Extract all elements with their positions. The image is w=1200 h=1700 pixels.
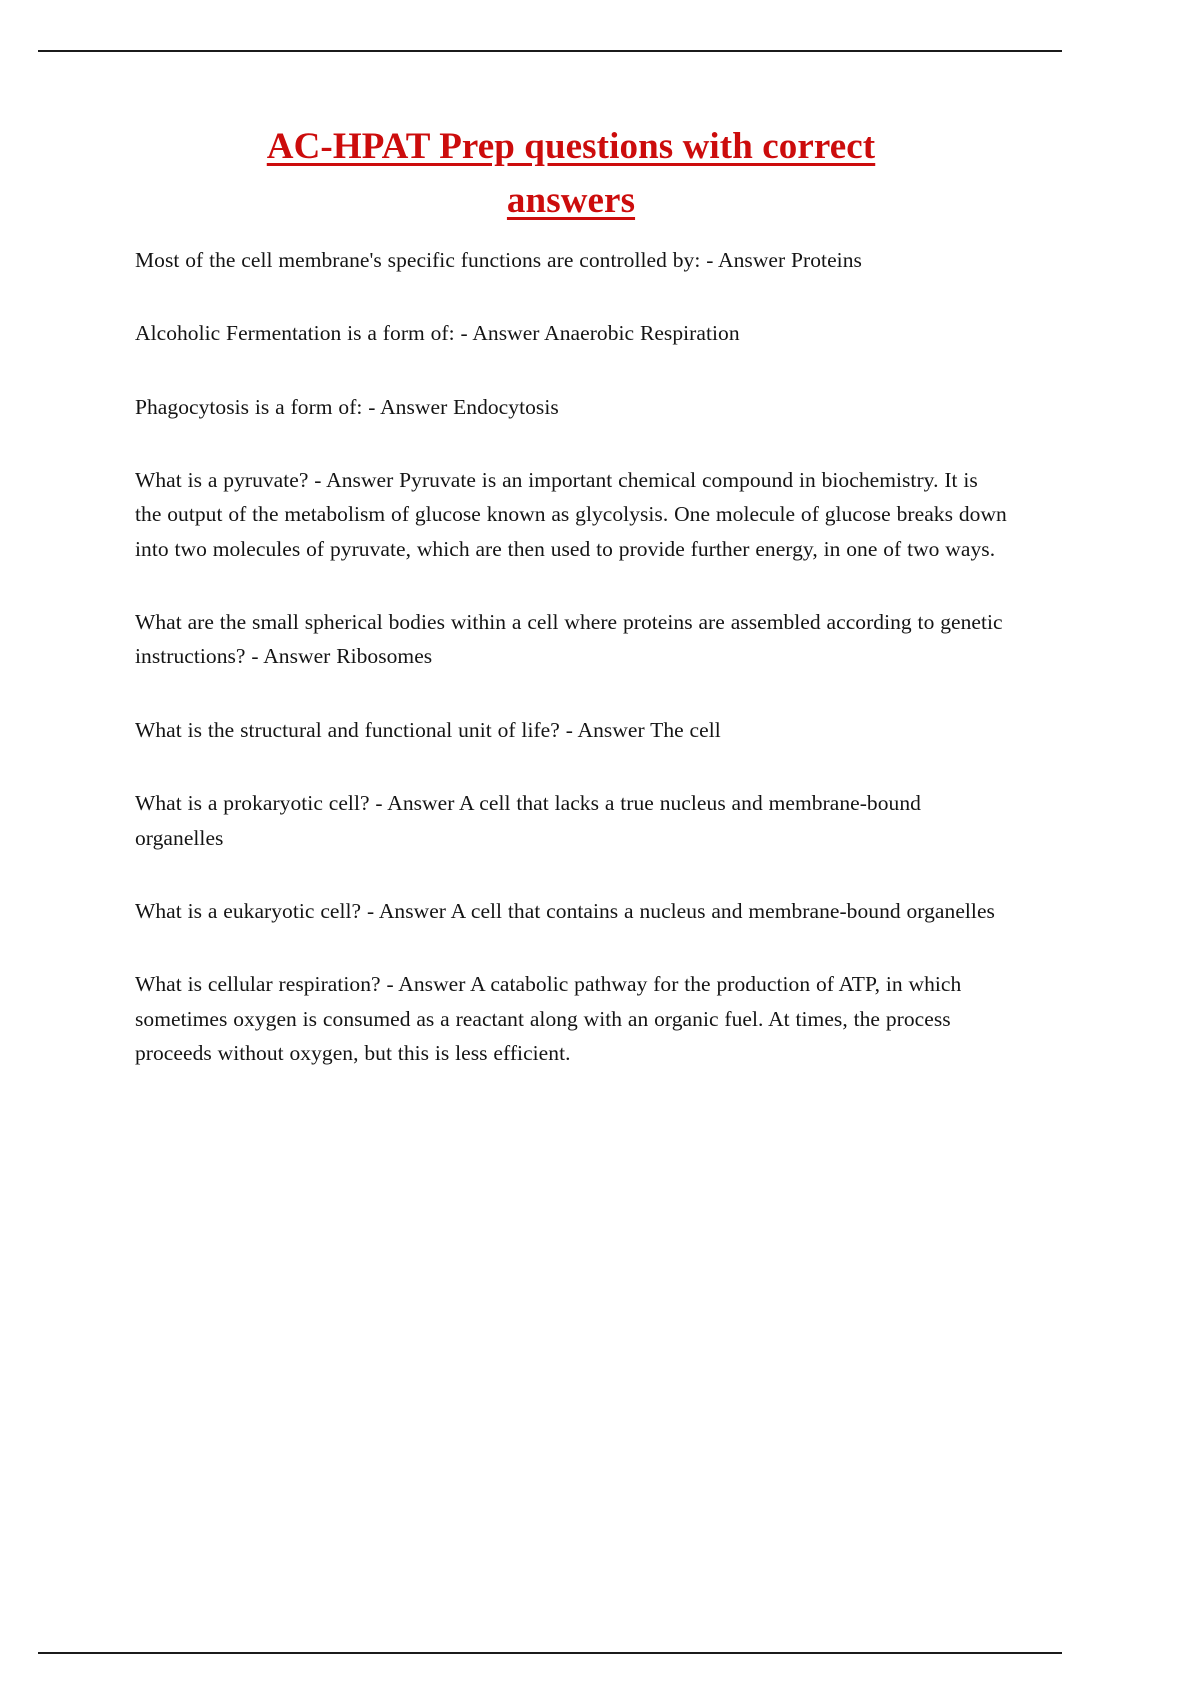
page-title-line-1: AC-HPAT Prep questions with correct [266,126,876,167]
qa-block-cell-membrane-functions: Most of the cell membrane's specific functions are controlled by: - Answer Proteins [135,247,862,272]
qa-block-eukaryotic-cell: What is a eukaryotic cell? - Answer A cell that contains a nucleus and membrane-bound organelles [135,899,995,924]
document-content [135,120,1007,1071]
qa-block-ribosomes: What are the small spherical bodies within a cell where proteins are assembled according to genetic instructions? - Answer Ribosomes [135,610,1003,669]
page-title-line-2: answers [506,180,636,222]
qa-block-prokaryotic-cell: What is a prokaryotic cell? - Answer A cell that lacks a true nucleus and membrane-bound organelles [135,791,921,850]
qa-block-phagocytosis: Phagocytosis is a form of: - Answer Endocytosis [135,394,559,419]
qa-block-unit-of-life: What is the structural and functional unit of life? - Answer The cell [135,717,721,742]
qa-block-cellular-respiration: What is cellular respiration? - Answer A catabolic pathway for the production of ATP, in which sometimes oxygen is consumed as a reactant along with an organic fuel. At times, the process proceeds without oxygen, but this is less efficient. [135,972,962,1066]
footer-divider-rule [38,1652,1062,1654]
qa-list [135,243,1007,1071]
qa-block-alcoholic-fermentation: Alcoholic Fermentation is a form of: - Answer Anaerobic Respiration [135,321,740,346]
qa-block-pyruvate: What is a pyruvate? - Answer Pyruvate is an important chemical compound in biochemistry. It is the output of the metabolism of glucose known as glycolysis. One molecule of glucose breaks down into two molecules of pyruvate, which are then used to provide further energy, in one of two ways. [135,467,1007,561]
header-divider-rule [38,50,1062,52]
page-title [135,120,1007,229]
